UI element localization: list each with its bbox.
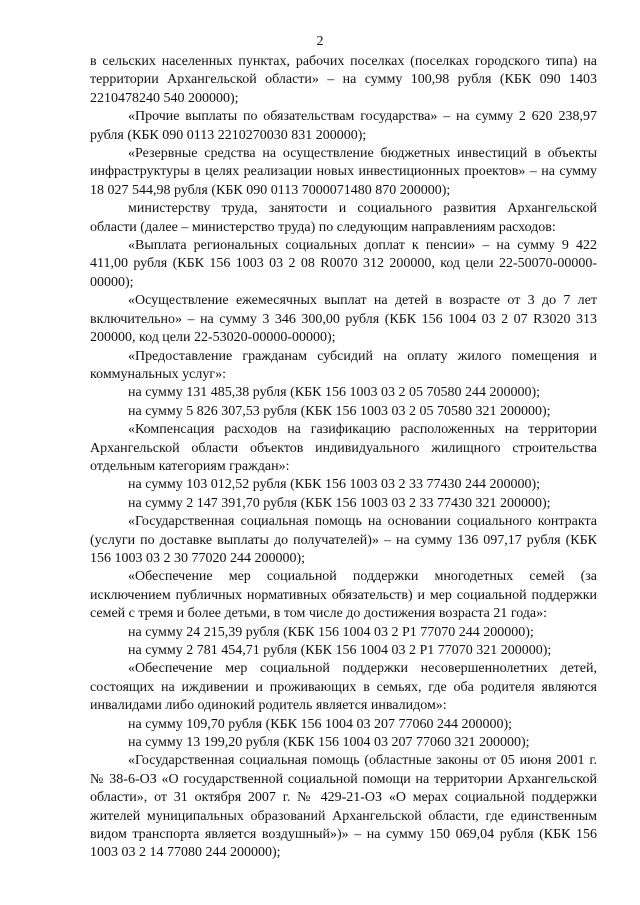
paragraph-pension-supplements: «Выплата региональных социальных доплат к пенсии» – на сумму 9 422 411,00 рубля (КБК 156 1003 03 2 08 R0070 312 200000, код цели 22-50070-00000-00000);	[90, 238, 597, 290]
amount-line: на сумму 5 826 307,53 рубля (КБК 156 1003 03 2 05 70580 321 200000);	[128, 403, 551, 419]
page-number: 2	[316, 34, 324, 49]
paragraph-large-families: «Обеспечение мер социальной поддержки многодетных семей (за исключением публичных нормативных обязательств) и мер социальной поддержки семей с тремя и более детьми, в том числе до достижения возраста 21 года»:	[90, 569, 597, 622]
amount-line: на сумму 103 012,52 рубля (КБК 156 1003 03 2 33 77430 244 200000);	[128, 477, 541, 493]
paragraph-social-contract: «Государственная социальная помощь на основании социального контракта (услуги по доставке выплаты до получателей)» – на сумму 136 097,17 рубля (КБК 156 1003 03 2 30 77020 244 200000);	[90, 514, 597, 566]
paragraph-housing-subsidies: «Предоставление гражданам субсидий на оплату жилого помещения и коммунальных услуг»:	[90, 348, 597, 382]
paragraph-gasification: «Компенсация расходов на газификацию расположенных на территории Архангельской области объектов индивидуального жилищного строительства отдельным категориям граждан»:	[90, 422, 597, 474]
paragraph-flow: в сельских населенных пунктах, рабочих поселках (поселках городского типа) на территории Архангельской области» – на сумму 100,98 рубля (КБК 090 1403 2210478240 540 200000);	[90, 54, 597, 106]
paragraph-other-payments: «Прочие выплаты по обязательствам государства» – на сумму 2 620 238,97 рубля (КБК 090 0113 2210270030 831 200000);	[90, 109, 597, 143]
paragraph-state-social-aid: «Государственная социальная помощь (областные законы от 05 июня 2001 г. № 38-6-ОЗ «О государственной социальной помощи на территории Архангельской области», от 31 октября 2007 г. № 429-21-ОЗ «О мерах социальной поддержки жителей муниципальных образований Архангельской области, где единственным видом транспорта является воздушный»)» – на сумму 150 069,04 рубля (КБК 156 1003 03 2 14 77080 244 200000);	[90, 753, 597, 861]
paragraph-ministry-labor: министерству труда, занятости и социального развития Архангельской области (далее – министерство труда) по следующим направлениям расходов:	[90, 201, 597, 235]
amount-line: на сумму 24 215,39 рубля (КБК 156 1004 03 2 Р1 77070 244 200000);	[128, 624, 534, 640]
paragraph-reserve-funds: «Резервные средства на осуществление бюджетных инвестиций в объекты инфраструктуры в целях реализации новых инвестиционных проектов» – на сумму 18 027 544,98 рубля (КБК 090 0113 7000071480 870 200000);	[90, 146, 597, 198]
paragraph-child-payments: «Осуществление ежемесячных выплат на детей в возрасте от 3 до 7 лет включительно» – на сумму 3 346 300,00 рубля (КБК 156 1004 03 2 07 R3020 313 200000, код цели 22-53020-00000-00000);	[90, 293, 597, 346]
amount-line: на сумму 13 199,20 рубля (КБК 156 1004 03 207 77060 321 200000);	[128, 735, 530, 751]
amount-line: на сумму 2 147 391,70 рубля (КБК 156 1003 03 2 33 77430 321 200000);	[128, 495, 551, 511]
amount-line: на сумму 131 485,38 рубля (КБК 156 1003 03 2 05 70580 244 200000);	[128, 385, 541, 401]
document-body	[90, 53, 597, 863]
amount-line: на сумму 2 781 454,71 рубля (КБК 156 1004 03 2 Р1 77070 321 200000);	[128, 643, 552, 658]
paragraph-minor-children: «Обеспечение мер социальной поддержки несовершеннолетних детей, состоящих на иждивении и проживающих в семьях, где оба родителя являются инвалидами либо одинокий родитель является инвалидом»:	[90, 661, 597, 714]
amount-line: на сумму 109,70 рубля (КБК 156 1004 03 207 77060 244 200000);	[128, 716, 513, 732]
